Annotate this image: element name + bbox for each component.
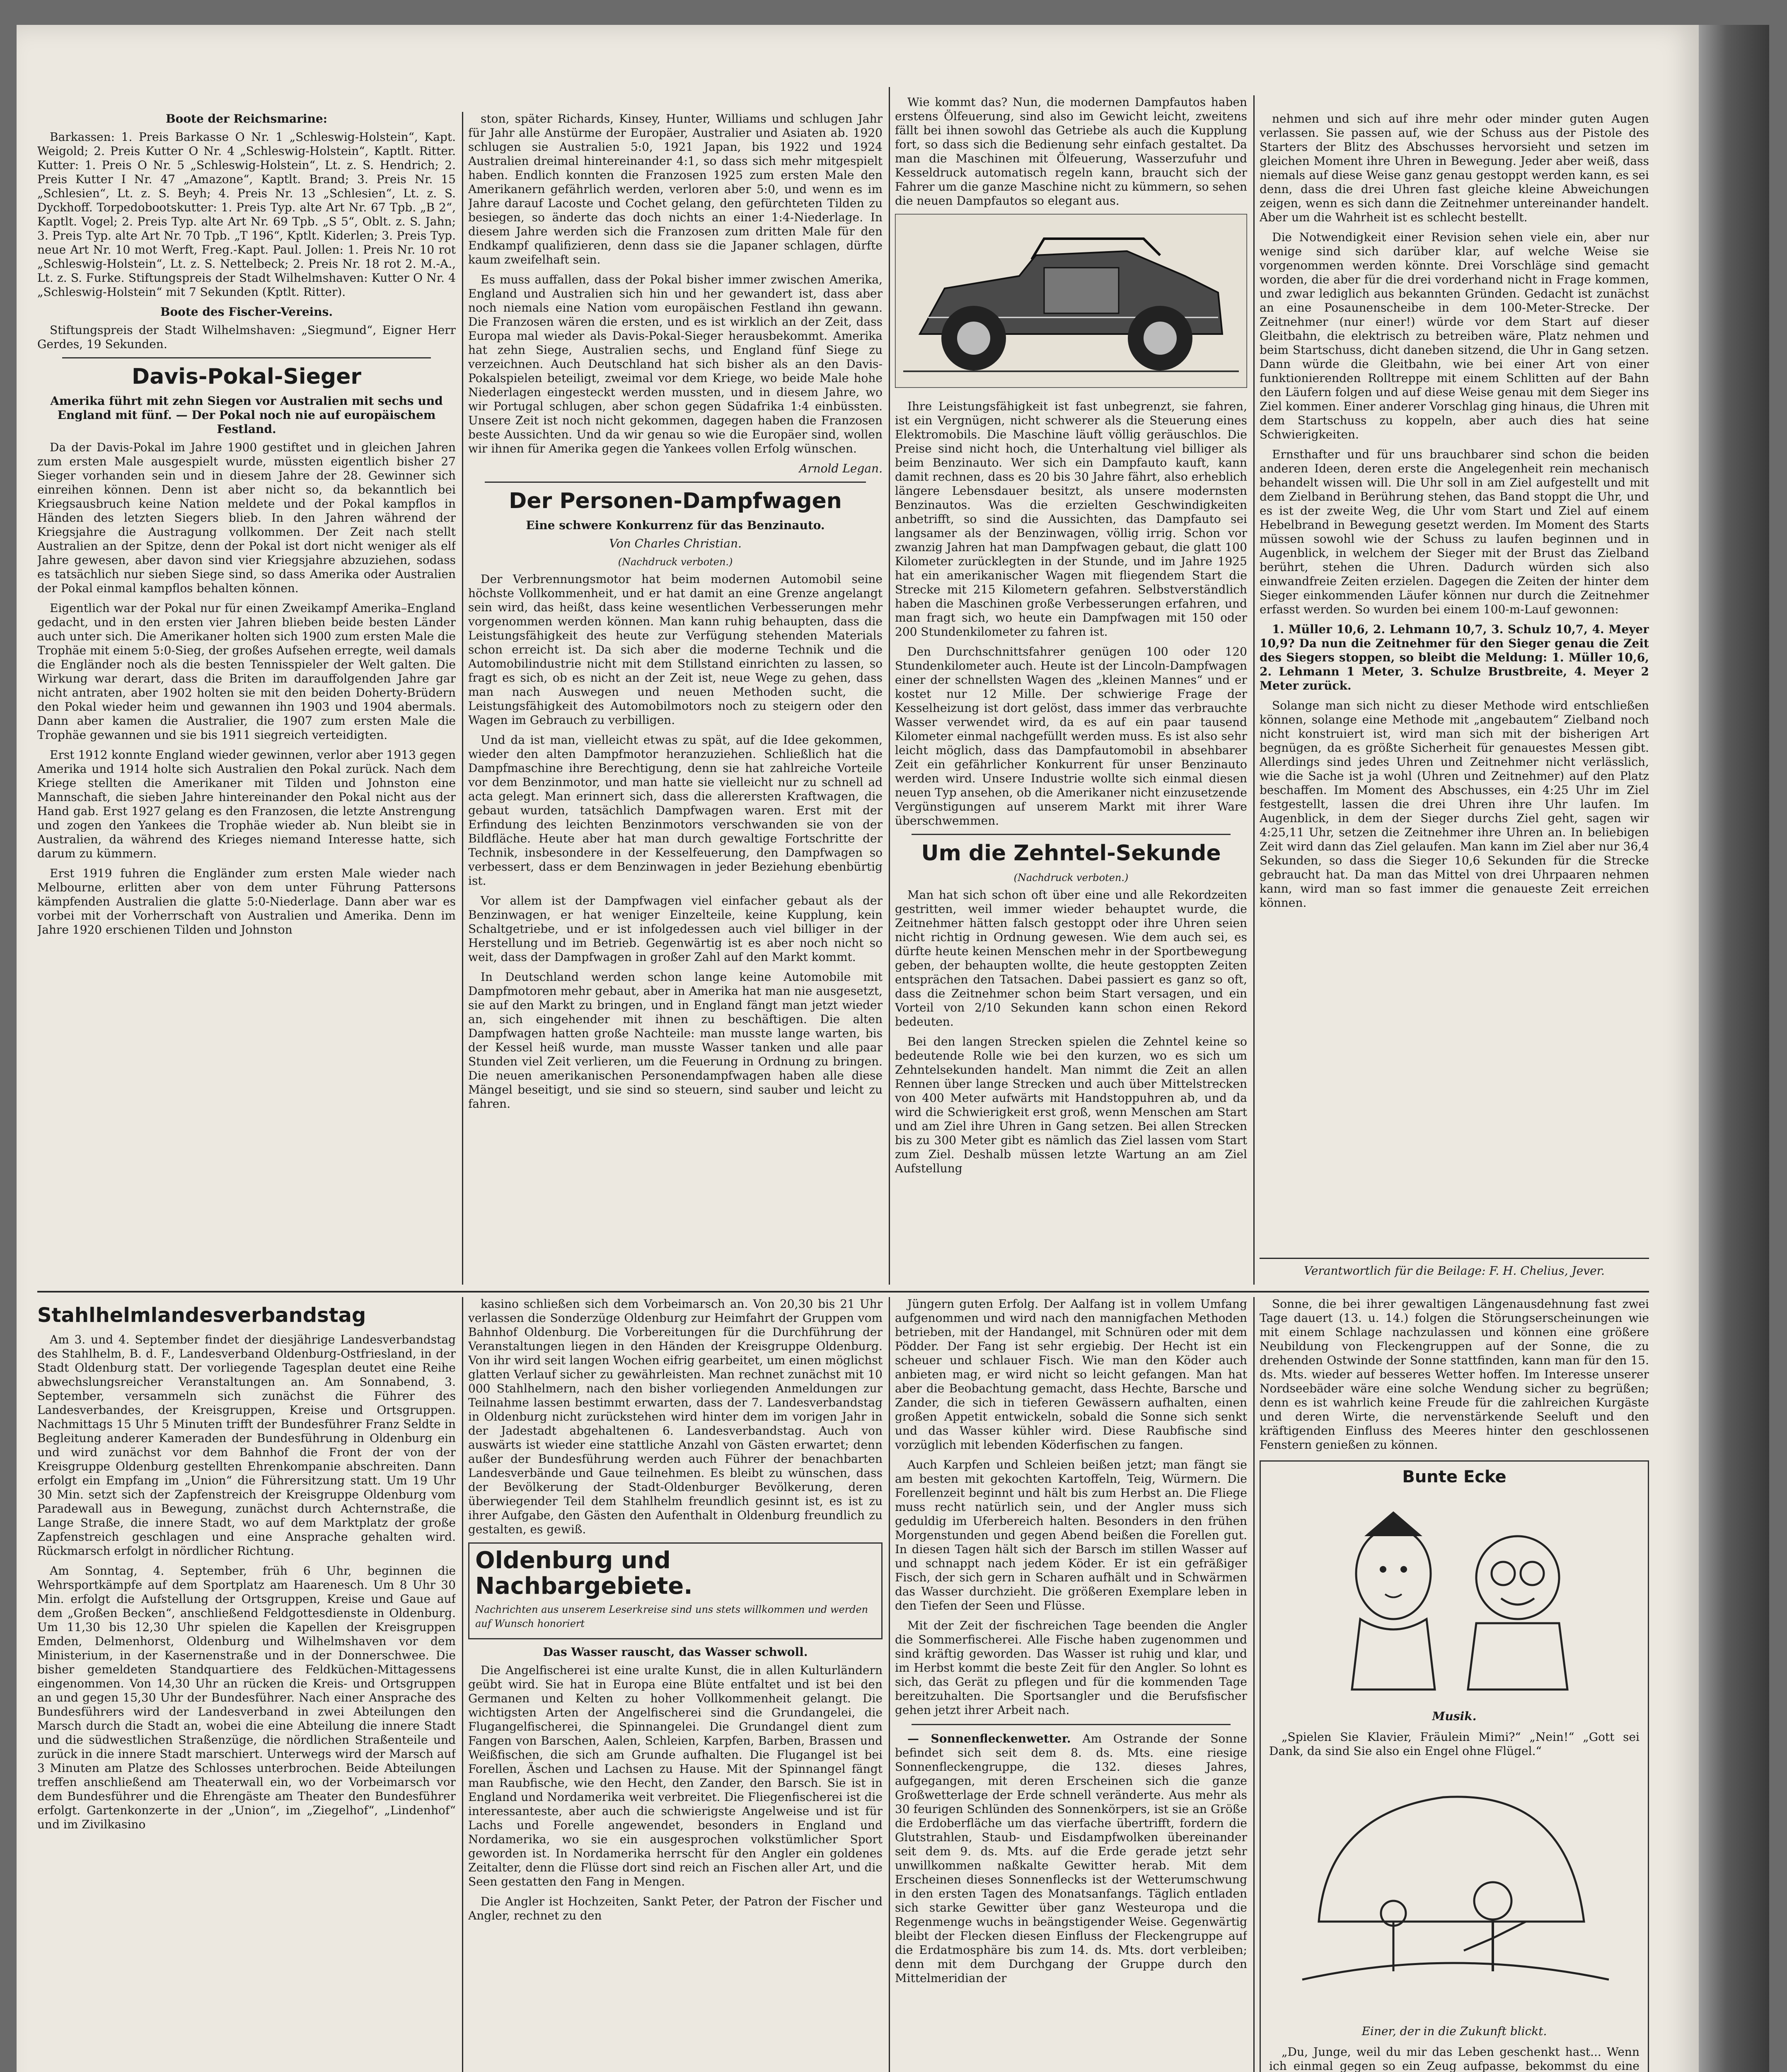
race-result: 1. Müller 10,6, 2. Lehmann 10,7, 3. Schulz 10,7, 4. Meyer 10,9? Da nun die Zeitnehmer für den Sieger genau die Zeit des Siegers stoppen, so bleibt die Meldung: 1. Müller 10,6, 2. Lehmann 1 Meter, 3. Schulze Brustbreite, 4. Meyer 2 Meter zurück. (1260, 622, 1649, 692)
music-cartoon-caption: Musik. (1432, 1709, 1477, 1723)
oldenburg-header-box (468, 1542, 883, 1639)
angeln-continued: Jüngern guten Erfolg. Der Aalfang ist in vollem Umfang aufgenommen und wird nach den mannigfachen Methoden betrieben, mit der Handangel, mit Schnüren oder mit dem Pödder. Der Fang ist sehr ergiebig. Der Hecht ist ein scheuer und schlauer Fisch. Wie man den Köder auch anbieten mag, er wird nicht so leicht gefangen. Man hat aber die Beobachtung gemacht, dass Hechte, Barsche und Zander, die sich in tieferen Gewässern aufhalten, einen großen Appetit entwickeln, sobald die Sonne sich senkt und das Wasser kühler wird. Diese Raubfische sind vorzüglich mit lebenden Köderfischen zu fangen. (895, 1297, 1247, 1452)
wasser-heading: Das Wasser rauscht, das Wasser schwoll. (543, 1645, 808, 1659)
zehntel-continued: Die Notwendigkeit einer Revision sehen viele ein, aber nur wenige sind sich darüber klar, auf welche Weise sie vorgenommen werden könnte. Drei Vorschläge sind gemacht worden, die aber für die drei vorderhand nicht in Frage kommen, und zwar lediglich aus bekannten Gründen. Gedacht ist zunächst an eine Posaunenscheibe in dem 100-Meter-Strecke. Der Zeitnehmer (nur einer!) würde vor dem Start auf dieser Gleitbahn, die elektrisch zu betreiben wäre, Platz nehmen und beim Startschuss, dicht daneben sitzend, die Uhr in Gang setzen. Dann würde die Gleitbahn, wie bei einer Art von einer funktionierenden Rolltreppe mit einem Schlitten auf der Bahn den Läufern folgen und auf diese Weise genau mit dem Sieger ins Ziel kommen. Einer anderer Vorschlag ging hinaus, die Uhren mit dem Startschuss zu koppeln, aber auch dies hat seine Schwierigkeiten. (1260, 230, 1649, 441)
angeln-paragraph: Die Angler ist Hochzeiten, Sankt Peter, der Patron der Fischer und Angler, rechnet zu den (468, 1895, 883, 1922)
divider (62, 357, 431, 358)
davis-continued: ston, später Richards, Kinsey, Hunter, Williams und schlugen Jahr für Jahr alle Anstürme der Europäer, Australier und Asiaten ab. 1920 schlugen sie Australien 5:0, 1921 Japan, bis 1922 und 1924 Australien dreimal hintereinander 4:1, so dass sich mehr mitgespielt haben. Endlich konnten die Franzosen 1925 zum ersten Male den Amerikanern gefährlich werden, verloren aber 5:0, und wenn es im Jahre darauf Lacoste und Cochet gelang, den gefürchteten Tilden zu besiegen, so änderte das doch nichts an einer 1:4-Niederlage. In diesem Jahre werden sich die Franzosen zum dritten Male für den Endkampf qualifizieren, denn dass sie die Japaner schlagen, dürfte kaum zweifelhaft sein. (468, 112, 883, 266)
davis-subtitle: Amerika führt mit zehn Siegen vor Australien mit sechs und England mit fünf. — Der Pokal noch nie auf europäischem Festland. (50, 394, 443, 436)
dampf-continued: Ihre Leistungsfähigkeit ist fast unbegrenzt, sie fahren, ist ein Vergnügen, nicht schwerer als die Steuerung eines Elektromobils. Die Maschine läuft völlig geräuschlos. Die Preise sind nicht hoch, die Unterhaltung viel billiger als beim Benzinauto. Wer sich ein Dampfauto kauft, kann damit rechnen, dass es 20 bis 30 Jahre fährt, also erheblich längere Lebensdauer besitzt, als unsere modernsten Benzinautos. Was die erzielten Geschwindigkeiten anbetrifft, so sind die Aussichten, das Dampfauto sei langsamer als der Benzinwagen, völlig irrig. Schon vor zwanzig Jahren hat man Dampfwagen gebaut, die glatt 100 Kilometer zurücklegten in der Stunde, und im Jahre 1925 hat ein amerikanischer Wagen mit fliegendem Start die Strecke mit 215 Kilometern gefahren. Selbstverständlich haben die Maschinen große Verbesserungen erfahren, und man fragt sich, wo heute ein Dampfwagen mit 150 oder 200 Stundenkilometer zu fahren ist. (895, 399, 1247, 639)
bottom-column-1 (37, 1297, 456, 2072)
column-1 (37, 112, 456, 1272)
regatta-heading: Boote der Reichsmarine: (166, 112, 327, 126)
reprint-note: (Nachdruck verboten.) (1013, 872, 1129, 884)
music-cartoon-text: „Spielen Sie Klavier, Fräulein Mimi?“ „Nein!“ „Gott sei Dank, da sind Sie also ein Engel ohne Flügel.“ (1269, 1730, 1639, 1758)
angeln-continued: Auch Karpfen und Schleien beißen jetzt; man fängt sie am besten mit gekochten Kartoffeln, Teig, Würmern. Die Forellenzeit beginnt und hält bis zum Herbst an. Die Fliege muss recht natürlich sein, und der Angler muss sich geduldig im Uferbereich halten. Besonders in den frühen Morgenstunden und gegen Abend beißen die Forellen gut. In diesen Tagen hält sich der Barsch im stillen Wasser auf und schnappt nach jedem Köder. Er ist ein gefräßiger Fisch, der sich gern in Scharen aufhält und in Schwärmen das Wasser durchzieht. Die größeren Exemplare leben in den Tiefen der Seen und Flüsse. (895, 1458, 1247, 1612)
future-cartoon (1269, 1764, 1634, 2021)
fischer-heading: Boote des Fischer-Vereins. (160, 305, 333, 319)
divider (485, 482, 866, 483)
dampfwagen-subtitle: Eine schwere Konkurrenz für das Benzinauto. (526, 518, 825, 532)
zehntel-paragraph: Bei den langen Strecken spielen die Zehntel keine so bedeutende Rolle wie bei den kurzen, wo es sich um Zehntelsekunden handelt. Man nimmt die Zeit an allen Rennen über lange Strecken und auch über Mittelstrecken von 400 Meter aufwärts mit Handstoppuhren ab, und da wird die Schwierigkeit erst groß, wenn Menschen am Start und am Ziel ihre Uhren in Gang setzen. Bei allen Strecken bis zu 300 Meter gibt es nämlich das Ziel lassen vom Start zum Ziel. Deshalb müssen letzte Wartung an am Ziel Aufstellung (895, 1035, 1247, 1175)
sonnenfleck-heading: — Sonnenfleckenwetter. (907, 1732, 1071, 1745)
author-signature: Arnold Legan. (799, 462, 883, 475)
zehntel-continued: Ernsthafter und für uns brauchbarer sind schon die beiden anderen Ideen, deren erste die Angelegenheit rein mechanisch behandelt wissen will. Die Uhr soll in am Ziel aufgestellt und mit dem Zielband in Berührung stehen, das Band stoppt die Uhr, und es ist der zweite Weg, die Uhr vom Start und Ziel auf einem Hebelbrand in Bewegung gesetzt werden. Im Moment des Starts müssen sowohl wie der Schuss zu laufen beginnen und in Augenblick, in welchem der Sieger mit der Brust das Zielband berührt, stehen die Uhren. Dadurch würden sich also einwandfreie Zeiten erzielen. Dagegen die Zeiten der hinter dem Sieger einkommenden Läufer können nur durch die Zeitnehmer erfasst werden. So wurden bei einem 100-m-Lauf gewonnen: (1260, 448, 1649, 616)
dampf-continued: Den Durchschnittsfahrer genügen 100 oder 120 Stundenkilometer auch. Heute ist der Lincoln-Dampfwagen einer der schnellsten Wagen des „kleinen Mannes“ und er kostet nur 12 Mille. Der schwierige Frage der Kesselheizung ist dort gelöst, dass immer das verbrauchte Wasser verwendet wird, da es auf ein paar tausend Kilometer einmal nachgefüllt werden muss. Es ist also sehr leicht möglich, dass das Dampfautomobil in absehbarer Zeit ein gefährlicher Konkurrent für unser Benzinauto werden wird. Unsere Industrie wollte sich einmal diesen neuen Typ ansehen, ob die Amerikaner nicht einzusetzende Vergünstigungen auf unserem Markt mit ihrer Ware überschwemmen. (895, 645, 1247, 828)
music-cartoon (1269, 1491, 1634, 1706)
zehntel-continued: nehmen und sich auf ihre mehr oder minder guten Augen verlassen. Sie passen auf, wie der Schuss aus der Pistole des Starters der Blitz des Abschusses hervorsieht und setzen im gleichen Moment ihre Uhren in Bewegung. Jeder aber weiß, dass niemals auf diese Weise ganz genau gestoppt werden kann, es sei denn, dass die drei Uhren fast gleiche kleine Abweichungen zeigen, wenn es sich dann die Zeitnehmer untereinander handelt. Aber um die Wahrheit ist es schlecht bestellt. (1260, 112, 1649, 224)
stahlhelm-paragraph: Am 3. und 4. September findet der diesjährige Landesverbandstag des Stahlhelm, B. d. F., Landesverband Oldenburg-Ostfriesland, in der Stadt Oldenburg statt. Der vorliegende Tagesplan deutet eine Reihe abwechslungsreicher Veranstaltungen an. Am Sonnabend, 3. September, versammeln sich zunächst die Führer des Landesverbandes, der Kreisgruppen, Kreise und Ortsgruppen. Nachmittags 15 Uhr 5 Minuten trifft der Bundesführer Franz Seldte in Begleitung anderer Kameraden der Bundesführung in Oldenburg ein und wird zunächst vor dem Bahnhof die Front der von der Kreisgruppe Oldenburg gestellten Ehrenkompanie abschreiten. Dann erfolgt ein Empfang im „Union“ die Führersitzung statt. Um 19 Uhr 30 Min. setzt sich der Zapfenstreich der Kreisgruppe Oldenburg vom Paradewall aus in Bewegung, zunächst durch Achternstraße, die Lange Straße, die innere Stadt, wo auf dem Marktplatz der große Zapfenstreich geschlagen und eine Ansprache gehalten wird. Rückmarsch erfolgt in nördlicher Richtung. (37, 1333, 456, 1558)
zehntel-continued: Solange man sich nicht zu dieser Methode wird entschließen können, solange eine Methode mit „angebautem“ Zielband noch nicht konstruiert ist, wird man sich mit der bisherigen Art begnügen, da es größte Sicherheit für genauestes Messen gibt. Allerdings sind jedes Uhren und Zeitnehmer nicht verlässlich, wie die Sache ist ja wohl (Uhren und Zeitnehmer) auf den Platz beschaffen. Im Moment des Abschusses, ein 4:25 Uhr im Ziel festgestellt, lassen die drei Uhren ihre Uhr laufen. Im Augenblick, in dem der Sieger durchs Ziel geht, sagen wir 4:25,11 Uhr, setzen die Zeitnehmer ihre Uhren an. In beliebigen Zeit wird dann das Ziel gelaufen. Man kann im Ziel aber nur 36,4 Sekunden, so dass die Sieger 10,6 Sekunden für die Strecke gebraucht hat. Da man das Mittel von drei Uhrpaaren nehmen kann, wird man so fast immer die genaueste Zeit erreichen können. (1260, 699, 1649, 910)
column-3 (895, 95, 1247, 1272)
oldenburg-subtitle: Nachrichten aus unserem Leserkreise sind uns stets willkommen und werden auf Wunsch honoriert (475, 1604, 868, 1629)
dampfwagen-paragraph: Der Verbrennungsmotor hat beim modernen Automobil seine höchste Vollkommenheit, und er hat damit an eine Grenze angelangt sein wird, das heißt, dass keine wesentlichen Verbesserungen mehr vorgenommen werden können. Man kann ruhig behaupten, dass die Leistungsfähigkeit des heute zur Verfügung stehenden Materials schon erreicht ist. Da sich aber die moderne Technik und die Automobilindustrie nicht mit dem Stillstand einrichten zu lassen, so fragt es sich, ob es nicht an der Zeit ist, neue Wege zu gehen, dass man nach Auswegen und neuen Methoden sucht, die Leistungsfähigkeit des Automobilmotors noch zu steigern oder den Wagen im Gebrauch zu verbilligen. (468, 572, 883, 727)
davis-paragraph: Erst 1912 konnte England wieder gewinnen, verlor aber 1913 gegen Amerika und 1914 holte sich Australien den Pokal zurück. Nach dem Kriege stellten die Amerikaner mit Tilden und Johnston eine Mannschaft, die sieben Jahre hintereinander den Pokal nicht aus der Hand gab. Erst 1927 gelang es den Franzosen, die letzte Anstrengung und zogen den Yankees die Trophäe wieder ab. Nun bleibt sie in Australien, da während des Krieges niemand Interesse hatte, sich darum zu kümmern. (37, 748, 456, 860)
regatta-results: Barkassen: 1. Preis Barkasse O Nr. 1 „Schleswig-Holstein“, Kapt. Weigold; 2. Preis Kutter O Nr. 4 „Schleswig-Holstein“, Kaptlt. Ritter. Kutter: 1. Preis O Nr. 5 „Schleswig-Holstein“, Lt. z. S. Hendrich; 2. Preis Kutter I Nr. 47 „Amazone“, Kaptlt. Brand; 3. Preis Nr. 15 „Schlesien“, Lt. z. S. Beyh; 4. Preis Nr. 13 „Schlesien“, Lt. z. S. Dyckhoff. Torpedobootskutter: 1. Preis Typ. alte Art Nr. 67 Tpb. „B 2“, Kaptlt. Vogel; 2. Preis Typ. alte Art Nr. 69 Tpb. „S 5“, Oblt. z. S. Jahn; 3. Preis Typ. alte Art Nr. 70 Tpb. „T 196“, Kptlt. Kiderlen; 3. Preis Typ. neue Art Nr. 10 mot Werft, Freg.-Kapt. Paul. Jollen: 1. Preis Nr. 10 rot „Schleswig-Holstein“, Lt. z. S. Nettelbeck; 2. Preis Nr. 18 rot 2. M.-A., Lt. z. S. Furke. Stiftungspreis der Stadt Wilhelmshaven: Kutter O Nr. 4 „Schleswig-Holstein“ mit 7 Sekunden (Kptlt. Ritter). (37, 130, 456, 299)
dampf-continued: Wie kommt das? Nun, die modernen Dampfautos haben erstens Ölfeuerung, sind also im Gewicht leicht, zweitens fällt bei ihnen sowohl das Getriebe als auch die Kupplung fort, so dass sich die Bedienung sehr einfach gestaltet. Da man die Maschinen mit Ölfeuerung, Wasserzufuhr und Kesseldruck automatisch regeln kann, braucht sich der Fahrer um die ganze Maschine nicht zu kümmern, so sehen die neuen Dampfautos so elegant aus. (895, 95, 1247, 208)
zehntel-title: Um die Zehntel-Sekunde (921, 841, 1221, 866)
column-rule (1253, 1297, 1255, 2072)
angeln-paragraph: Die Angelfischerei ist eine uralte Kunst, die in allen Kulturländern geübt wird. Sie hat in Europa eine Blüte entfaltet und ist bei den Germanen und Kelten zu hoher Vollkommenheit gelangt. Die wichtigsten Arten der Angelfischerei sind die Grundangelei, die Flugangelfischerei, die Spinnangelei. Die Grundangel dient zum Fangen von Barschen, Aalen, Schleien, Karpfen, Barben, Brassen und Weißfischen, die sich am Grunde aufhalten. Die Flugangel ist bei Forellen, Äschen und Lachsen zu Hause. Mit der Spinnangel fängt man Raubfische, wie den Hecht, den Zander, den Barsch. Sie ist in England und Nordamerika weit verbreitet. Die Fliegenfischerei ist die interessanteste, aber auch die schwierigste Angelweise und ist für Lachs und Forelle angewendet, besonders in England und Nordamerika, wo sie ein ausgesprochen volkstümlicher Sport geworden ist. In Nordamerika herrscht für den Angler ein goldenes Zeitalter, denn die Flüsse dort sind reich an Fischen aller Art, und die Seen gestatten den Fang in Mengen. (468, 1663, 883, 1888)
column-2 (468, 112, 883, 1272)
column-rule (1253, 95, 1255, 1285)
stahlhelm-title: Stahlhelmlandesverbandstag (37, 1304, 366, 1327)
book-spine-edge (1699, 25, 1769, 2072)
editor-line: Verantwortlich für die Beilage: F. H. Chelius, Jever. (1304, 1264, 1605, 1278)
column-rule (889, 87, 890, 1285)
sonnenfleck-text: Am Ostrande der Sonne befindet sich seit dem 8. ds. Mts. eine riesige Sonnenfleckengruppe, die 132. dieses Jahres, aufgegangen, mit deren Erscheinen sich die ganze Großwetterlage der Erde schnell veränderte. Aus mehr als 30 feurigen Schlünden des Sonnenkörpers, ist sie an Größe die Erdoberfläche um das vierfache übertrifft, fordern die Glutstrahlen, Staub- und Eisdampfwolken übereinander seit dem 9. ds. Mts. auf die Erde gerade jetzt sehr unwillkommen naßkalte Gewitter herab. Mit dem Erscheinen dieses Sonnenflecks ist der Wetterumschwung in den ersten Tagen des Monatsanfangs. Täglich entladen sich starke Gewitter über ganz Westeuropa und die Regenmenge wuchs in beängstigender Weise. Gegenwärtig bleibt der Flecken diesen Einfluss der Fleckengruppe auf die Erdatmosphäre bis zum 14. ds. Mts. dort verbleiben; denn mit dem Durchgang der Gruppe durch den Mittelmeridian der (895, 1732, 1247, 1985)
divider (912, 1724, 1231, 1725)
davis-paragraph: Erst 1919 fuhren die Engländer zum ersten Male wieder nach Melbourne, erlitten aber von dem unter Führung Pattersons kämpfenden Australien die glatte 5:0-Niederlage. Dann aber war es vorbei mit der Vorherrschaft von Australien und Amerika. Denn im Jahre 1920 erschienen Tilden und Johnston (37, 867, 456, 937)
bottom-column-4 (1260, 1297, 1649, 2072)
davis-paragraph: Da der Davis-Pokal im Jahre 1900 gestiftet und in gleichen Jahren zum ersten Male ausgespielt wurde, müssten eigentlich bisher 27 Sieger vorhanden sein und in diesem Jahre der 28. Gewinner sich einreihen können. Denn ist aber nicht so, da bekanntlich bei Kriegsausbruch keine Nation meldete und der Pokal kampflos in Händen des letzten Siegers blieb. In den Jahren während der Kriegsjahre die Austragung vollkommen. Der Zeit nach stellt Australien an der Spitze, denn der Pokal ist dort nicht weniger als elf Jahre gewesen, aber davon sind vier Kriegsjahre abzuziehen, sodass es tatsächlich nur sieben Siege sind, so dass Amerika oder Australien der Pokal einmal kampflos behalten können. (37, 441, 456, 595)
angeln-continued: Mit der Zeit der fischreichen Tage beenden die Angler die Sommerfischerei. Alle Fische haben zugenommen und sind kräftig geworden. Das Wasser ist ruhig und klar, und im Herbst kommt die beste Zeit für den Angler. So lohnt es sich, das Gerät zu pflegen und für die kommenden Tage bereitzuhalten. Die Sportsangler und die Berufsfischer gehen jetzt ihrer Arbeit nach. (895, 1619, 1247, 1717)
dampfwagen-paragraph: Vor allem ist der Dampfwagen viel einfacher gebaut als der Benzinwagen, er hat weniger Einzelteile, keine Kupplung, kein Schaltgetriebe, und er ist infolgedessen auch viel billiger in der Herstellung und im Betrieb. Gegenwärtig ist es aber noch nicht so weit, dass der Dampfwagen in großer Zahl auf den Markt kommt. (468, 894, 883, 964)
reprint-note: (Nachdruck verboten.) (618, 556, 733, 568)
column-4 (1260, 112, 1649, 1256)
section-separator (37, 1291, 1649, 1293)
future-cartoon-text: „Du, Junge, weil du mir das Leben geschenkt hast... Wenn ich einmal gegen so ein Zeug aufpasse, bekommst du eine (1269, 2045, 1639, 2072)
stahlhelm-paragraph: Am Sonntag, 4. September, früh 6 Uhr, beginnen die Wehrsportkämpfe auf dem Sportplatz am Haarenesch. Um 8 Uhr 30 Min. erfolgt die Aufstellung der Ortsgruppen, Kreise und Gaue auf dem „Großen Becken“, anschließend Feldgottesdienste in Oldenburg. Um 11,30 bis 12,30 Uhr spielen die Kapellen der Kreisgruppen Emden, Delmenhorst, Oldenburg und Wilhelmshaven vor dem Ministerium, in der Kasernenstraße und in der Donnerschwee. Die bisher gemeldeten Standquartiere des Feldküchen-Mittagessens eingenommen. Von 14,30 Uhr an rücken die Kreis- und Ortsgruppen an und gegen 15,30 Uhr der Bundesführer. Nach einer Ansprache des Bundesführers wird der Landesverband in zwei Abteilungen den Marsch durch die Stadt an, wobei die eine Abteilung die innere Stadt und die südwestlichen Straßenzüge, die nördlichen Straßenteile und zurück in die innere Stadt marschiert. Unterwegs wird der Marsch auf 3 Minuten am Platze des Schlosses unterbrochen. Beide Abteilungen treffen anschließend am Theaterwall ein, wo der Vorbeimarsch vor dem Bundesführer und die Ehrengäste am Theater den Bundesführer erfolgt. Gartenkonzerte in der „Union“, im „Ziegelhof“, „Lindenhof“ und im Zivilkasino (37, 1564, 456, 1831)
zehntel-paragraph: Man hat sich schon oft über eine und alle Rekordzeiten gestritten, weil immer wieder behauptet wurde, die Zeitnehmer hätten falsch gestoppt oder ihre Uhren seien nicht richtig in Ordnung gewesen. Wie dem auch sei, es dürfte heute keinen Menschen mehr in der Sportbewegung geben, der behaupten wollte, die heute gestoppten Zeiten entsprächen den Tatsachen. Dabei passiert es ganz so oft, dass die Zeitnehmer schon beim Start versagen, und ein Vorteil von 2/10 Sekunden kann schon einen Rekord bedeuten. (895, 888, 1247, 1029)
davis-continued: Es muss auffallen, dass der Pokal bisher immer zwischen Amerika, England und Australien sich hin und her gewandert ist, dass aber noch niemals eine Nation vom europäischen Festland ihn gewann. Die Franzosen wären die ersten, und es ist wirklich an der Zeit, dass Europa mal wieder als Davis-Pokal-Sieger herausbekommt. Amerika hat zehn Siege, Australien sechs, und England fünf Siege zu verzeichnen. Auch Deutschland hat sich bisher als an den Davis-Pokalspielen beteiligt, zweimal vor dem Kriege, wo beide Male hohe Niederlagen eingesteckt werden mussten, und in diesem Jahre, wo wir Portugal schlugen, aber schon gegen Südafrika 1:4 einbüssten. Unsere Zeit ist noch nicht gekommen, dagegen haben die Franzosen beste Aussichten. Und da wir genau so wie die Europäer sind, wollen wir ihnen für Amerika gegen die Yankees vollen Erfolg wünschen. (468, 273, 883, 455)
steam-car-drawing (895, 214, 1247, 388)
bunte-ecke-title: Bunte Ecke (1402, 1467, 1506, 1486)
sonnenfleck-paragraph (895, 1732, 1247, 1985)
fischer-results: Stiftungspreis der Stadt Wilhelmshaven: „Siegmund“, Eigner Herr Gerdes, 19 Sekunden. (37, 323, 456, 351)
responsible-editor (1260, 1264, 1649, 1285)
davis-paragraph: Eigentlich war der Pokal nur für einen Zweikampf Amerika–England gedacht, und in den ersten vier Jahren blieben beide besten Länder auch unter sich. Die Amerikaner holten sich 1900 zum ersten Male die Trophäe mit einem 5:0-Sieg, der großes Aufsehen erregte, weil damals die Engländer noch als die besten Tennisspieler der Welt galten. Die Wirkung war derart, dass die Briten im darauffolgenden Jahre gar nicht antraten, aber 1902 holten sie mit den beiden Doherty-Brüdern den Pokal wieder heim und gewannen ihn 1903 und 1904 abermals. Dann aber kamen die Australier, die 1907 zum ersten Male die Trophäe gewannen und sie bis 1911 siegreich verteidigten. (37, 601, 456, 742)
dampfwagen-paragraph: Und da ist man, vielleicht etwas zu spät, auf die Idee gekommen, wieder den alten Dampfmotor heranzuziehen. Schließlich hat die Dampfmaschine ihre Berechtigung, denn sie hat zahlreiche Vorteile vor dem Benzinmotor, und man hatte sie vielleicht nur zu schnell ad acta gelegt. Man erinnert sich, dass die allerersten Kraftwagen, die gebaut wurden, tatsächlich Dampfwagen waren. Erst mit der Erfindung des leichten Benzinmotors verschwanden sie von der Bildfläche. Heute aber hat man durch gewaltige Fortschritte der Technik, insbesondere in der Kesselfeuerung, den Dampfwagen so verbessert, dass er dem Benzinwagen in jeder Beziehung ebenbürtig ist. (468, 733, 883, 888)
steam-car-illustration (895, 214, 1247, 391)
footer-rule (1260, 1258, 1649, 1259)
davis-title: Davis-Pokal-Sieger (131, 364, 362, 389)
dampfwagen-title: Der Personen-Dampfwagen (509, 489, 842, 513)
divider (912, 834, 1231, 835)
dampfwagen-byline: Von Charles Christian. (609, 537, 742, 550)
stahlhelm-continued: kasino schließen sich dem Vorbeimarsch an. Von 20,30 bis 21 Uhr verlassen die Sonderzüge Oldenburg zur Heimfahrt der Gruppen vom Bahnhof Oldenburg. Die Vorbereitungen für die Durchführung der Veranstaltungen liegen in den Händen der Kreisgruppe Oldenburg. Von ihr wird seit langen Wochen eifrig gearbeitet, um einen möglichst glatten Verlauf sicher zu gewährleisten. Man rechnet zunächst mit 10 000 Stahlhelmern, nach den bisher vorliegenden Anmeldungen zur Teilnahme lassen bestimmt erwarten, dass der 7. Landesverbandstag in Oldenburg nicht zurückstehen wird hinter dem im vorigen Jahr in der Jadestadt abgehaltenen 6. Landesverbandstag. Auch von auswärts ist wieder eine stattliche Anzahl von Gästen erwartet; denn außer der Bundesführung werden auch Führer der benachbarten Landesverbände und Gaue teilnehmen. Es bleibt zu wünschen, dass der Bevölkerung der Stadt-Oldenburger Bevölkerung, deren überwiegender Teil dem Stahlhelm freundlich gesinnt ist, es ist zu ihrer Aufgabe, den Gästen den Aufenthalt in Oldenburg freundlich zu gestalten, es gewiß. (468, 1297, 883, 1536)
bunte-ecke-box (1260, 1460, 1649, 2072)
column-rule (462, 1297, 463, 2072)
sonnenfleck-continued: Sonne, die bei ihrer gewaltigen Längenausdehnung fast zwei Tage dauert (13. u. 14.) folgen die Störungserscheinungen wie mit einem Schlage nachzulassen und können eine größere Neubildung von Fleckengruppen auf der Sonne, die zu drehenden Ostwinde der Sonne stattfinden, kann man für den 15. ds. Mts. wieder auf besseres Wetter hoffen. Im Interesse unserer Nordseebäder wäre eine solche Wendung sicher zu begrüßen; denn es ist wahrlich keine Freude für die zahlreichen Kurgäste und deren Wirte, die nervenstärkende Seeluft und den kräftigenden Einfluss des Meeres hinter den geschlossenen Fenstern genießen zu können. (1260, 1297, 1649, 1452)
bottom-column-2 (468, 1297, 883, 2072)
column-rule (462, 112, 463, 1285)
dampfwagen-paragraph: In Deutschland werden schon lange keine Automobile mit Dampfmotoren mehr gebaut, aber in Amerika hat man nie ausgesetzt, sie auf den Markt zu bringen, und in England fängt man jetzt wieder an, sich eingehender mit ihnen zu beschäftigen. Die alten Dampfwagen hatten große Nachteile: man musste lange warten, bis der Kessel heiß wurde, man musste Wasser tanken und alle paar Stunden viel Zeit verlieren, um die Feuerung in Ordnung zu bringen. Die neuen amerikanischen Personendampfwagen haben alle diese Mängel beseitigt, und sie sind so steuern, sind sauber und leicht zu fahren. (468, 970, 883, 1111)
future-cartoon-caption: Einer, der in die Zukunft blickt. (1361, 2024, 1547, 2038)
bottom-column-3 (895, 1297, 1247, 2072)
column-rule (889, 1297, 890, 2072)
oldenburg-title: Oldenburg und Nachbargebiete. (475, 1547, 693, 1600)
